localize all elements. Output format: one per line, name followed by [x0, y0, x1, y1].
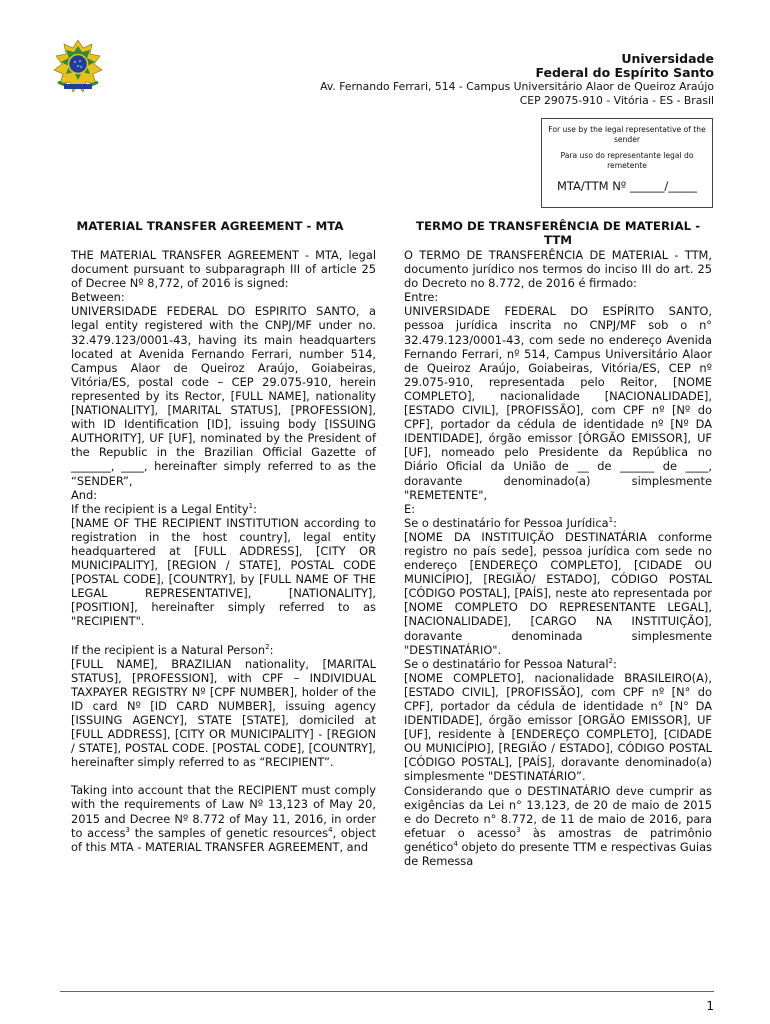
footnote-ref: 1 — [248, 501, 254, 510]
right-considering-paragraph: Considerando que o DESTINATÁRIO deve cumprir as exigências da Lei n° 13.123, de 20 de maio de 2015 e do Decreto n° 8.772, de 11 de maio de 2016, para efetuar o acesso$^3$ às amostras de patrimônio genético$^4$ objeto do presente TTM e respectivas Guias de Remessa — [404, 783, 712, 869]
university-name-line1: Universidade — [621, 51, 714, 66]
left-natural-person-heading: If the recipient is a Natural Person$^2$: — [71, 642, 274, 657]
legal-representative-box — [541, 118, 713, 208]
right-remetente-paragraph: UNIVERSIDADE FEDERAL DO ESPÍRITO SANTO, pessoa jurídica inscrita no CNPJ/MF sob o n° 32.479.123/0001-43, com sede no endereço Avenida Fernando Ferrari, nº 514, Campus Universitário Alaor de Queiroz Araújo, Goiabeiras, Vitória/ES, CEP nº 29.075-910, representada pelo Reitor, [NOME COMPLETO], nacionalidade [NACIONALIDADE], [ESTADO CIVIL], [PROFISSÃO], com CPF nº [Nº do CPF], portador da cédula de identidade nº [Nº DA IDENTIDADE], órgão emissor [ÓRGÃO EMISSOR], UF [UF], nomeado pelo Presidente da República no Diário Oficial da União de __ de ______ de ____, doravante denominado(a) simplesmente "REMETENTE", — [404, 304, 712, 502]
right-legal-entity-paragraph: [NOME DA INSTITUIÇÃO DESTINATÁRIA conforme registro no país sede], pessoa jurídica com sede no endereço [ENDEREÇO COMPLETO], [CIDADE OU MUNICÍPIO], [REGIÃO/ ESTADO], CÓDIGO POSTAL [CÓDIGO POSTAL], [PAÍS], neste ato representada por [NOME COMPLETO DO REPRESENTANTE LEGAL], [NACIONALIDADE], [CARGO NA INSTITUIÇÃO], doravante denominada simplesmente "DESTINATÁRIO". — [404, 529, 712, 657]
coat-of-arms-logo — [50, 38, 106, 94]
right-legal-entity-intro: Se o destinatário for Pessoa Jurídica — [404, 515, 609, 530]
left-legal-entity-heading: If the recipient is a Legal Entity$^1$: — [71, 501, 257, 516]
page-number: 1 — [706, 999, 714, 1013]
footnote-ref: 3 — [516, 826, 521, 835]
footnote-ref: 4 — [453, 840, 458, 849]
rep-note-pt: Para uso do representante legal do remetente — [560, 151, 694, 170]
left-natural-person-paragraph: [FULL NAME], BRAZILIAN nationality, [MARITAL STATUS], [PROFESSION], with CPF – INDIVIDUAL TAXPAYER REGISTRY Nº [CPF NUMBER], holder of the ID card Nº [ID CARD NUMBER], issuing agency [ISSUING AGENCY], STATE [STATE], domiciled at [FULL ADDRESS], [CITY OR MUNICIPALITY] - [REGION / STATE], POSTAL CODE. [POSTAL CODE], [COUNTRY], hereinafter simply referred to as “RECIPIENT”. — [71, 656, 376, 770]
left-considering-paragraph: Taking into account that the RECIPIENT must comply with the requirements of Law Nº 13,123 of May 20, 2015 and Decree Nº 8.772 of May 11, 2016, in order to access$^3$ the samples of genetic resources$^4$, object of this MTA - MATERIAL TRANSFER AGREEMENT, and — [71, 783, 377, 854]
footnote-ref: 1 — [608, 515, 614, 524]
university-header — [320, 52, 714, 107]
right-natural-person-heading: Se o destinatário for Pessoa Natural$^2$: — [404, 656, 617, 671]
address-line2: CEP 29075-910 - Vitória - ES - Brasil — [519, 93, 714, 107]
left-between: Between: — [71, 290, 125, 305]
footnote-ref: 2 — [608, 656, 614, 665]
mta-number-field[interactable]: MTA/TTM Nº ______/_____ — [556, 179, 698, 193]
right-e: E: — [404, 501, 416, 516]
right-entre: Entre: — [404, 290, 439, 305]
left-legal-entity-intro: If the recipient is a Legal Entity — [71, 501, 249, 516]
right-column-portuguese — [404, 248, 712, 868]
right-legal-entity-heading: Se o destinatário for Pessoa Jurídica$^1$: — [404, 515, 617, 530]
university-name-line2: Federal do Espírito Santo — [535, 65, 714, 80]
right-title: TERMO DE TRANSFERÊNCIA DE MATERIAL - TTM — [415, 219, 701, 247]
left-and: And: — [71, 487, 98, 502]
left-sender-paragraph: UNIVERSIDADE FEDERAL DO ESPIRITO SANTO, a legal entity registered with the CNPJ/MF under no. 32.479.123/0001-43, having its main headquarters located at Avenida Fernando Ferrari, number 514, Campus Alaor de Queiroz Araújo, Goiabeiras, Vitória/ES, postal code – CEP 29.075-910, herein represented by its Rector, [FULL NAME], nationality [NATIONALITY], [MARITAL STATUS], [PROFESSION], with ID Identification [ID], issuing body [ISSUING AUTHORITY], UF [UF], nominated by the President of the Republic in the Brazilian Official Gazette of _______, ____, hereinafter simply referred to as the “SENDER”, — [71, 304, 376, 488]
footnote-ref: 2 — [265, 642, 270, 651]
left-title: MATERIAL TRANSFER AGREEMENT - MTA — [76, 219, 344, 233]
address-line1: Av. Fernando Ferrari, 514 - Campus Universitário Alaor de Queiroz Araújo — [320, 80, 714, 93]
left-intro: THE MATERIAL TRANSFER AGREEMENT - MTA, legal document pursuant to subparagraph III of article 25 of Decree Nº 8,772, of 2016 is signed: — [71, 248, 376, 291]
right-natural-intro: Se o destinatário for Pessoa Natural — [404, 656, 609, 671]
right-intro: O TERMO DE TRANSFERÊNCIA DE MATERIAL - TTM, documento jurídico nos termos do inciso III do art. 25 do Decreto no 8.772, de 2016 é firmado: — [404, 248, 712, 291]
left-column-english — [71, 248, 376, 854]
page-footer — [60, 991, 714, 1016]
footnote-ref: 3 — [125, 825, 130, 834]
left-legal-entity-paragraph: [NAME OF THE RECIPIENT INSTITUTION according to registration in the host country], legal entity headquartered at [FULL ADDRESS], [CITY OR MUNICIPALITY], [REGION / STATE], POSTAL CODE [POSTAL CODE], [COUNTRY], by [FULL NAME OF THE LEGAL REPRESENTATIVE], [NATIONALITY], [POSITION], hereinafter simply referred to as "RECIPIENT". — [71, 515, 376, 629]
footnote-ref: 4 — [328, 825, 333, 834]
left-natural-intro: If the recipient is a Natural Person — [71, 642, 266, 657]
rep-note-en: For use by the legal representative of the sender — [548, 125, 706, 144]
right-natural-person-paragraph: [NOME COMPLETO], nacionalidade BRASILEIRO(A), [ESTADO CIVIL], [PROFISSÃO], com CPF nº [N° do CPF], portador da cédula de identidade n° [N° DA IDENTIDADE], órgão emissor [ORGÃO EMISSOR], UF [UF], residente à [ENDEREÇO COMPLETO], [CIDADE OU MUNICÍPIO], [REGIÃO / ESTADO], CÓDIGO POSTAL [CÓDIGO POSTAL], [PAÍS], doravante denominado(a) simplesmente "DESTINATÁRIO”. — [404, 670, 712, 784]
